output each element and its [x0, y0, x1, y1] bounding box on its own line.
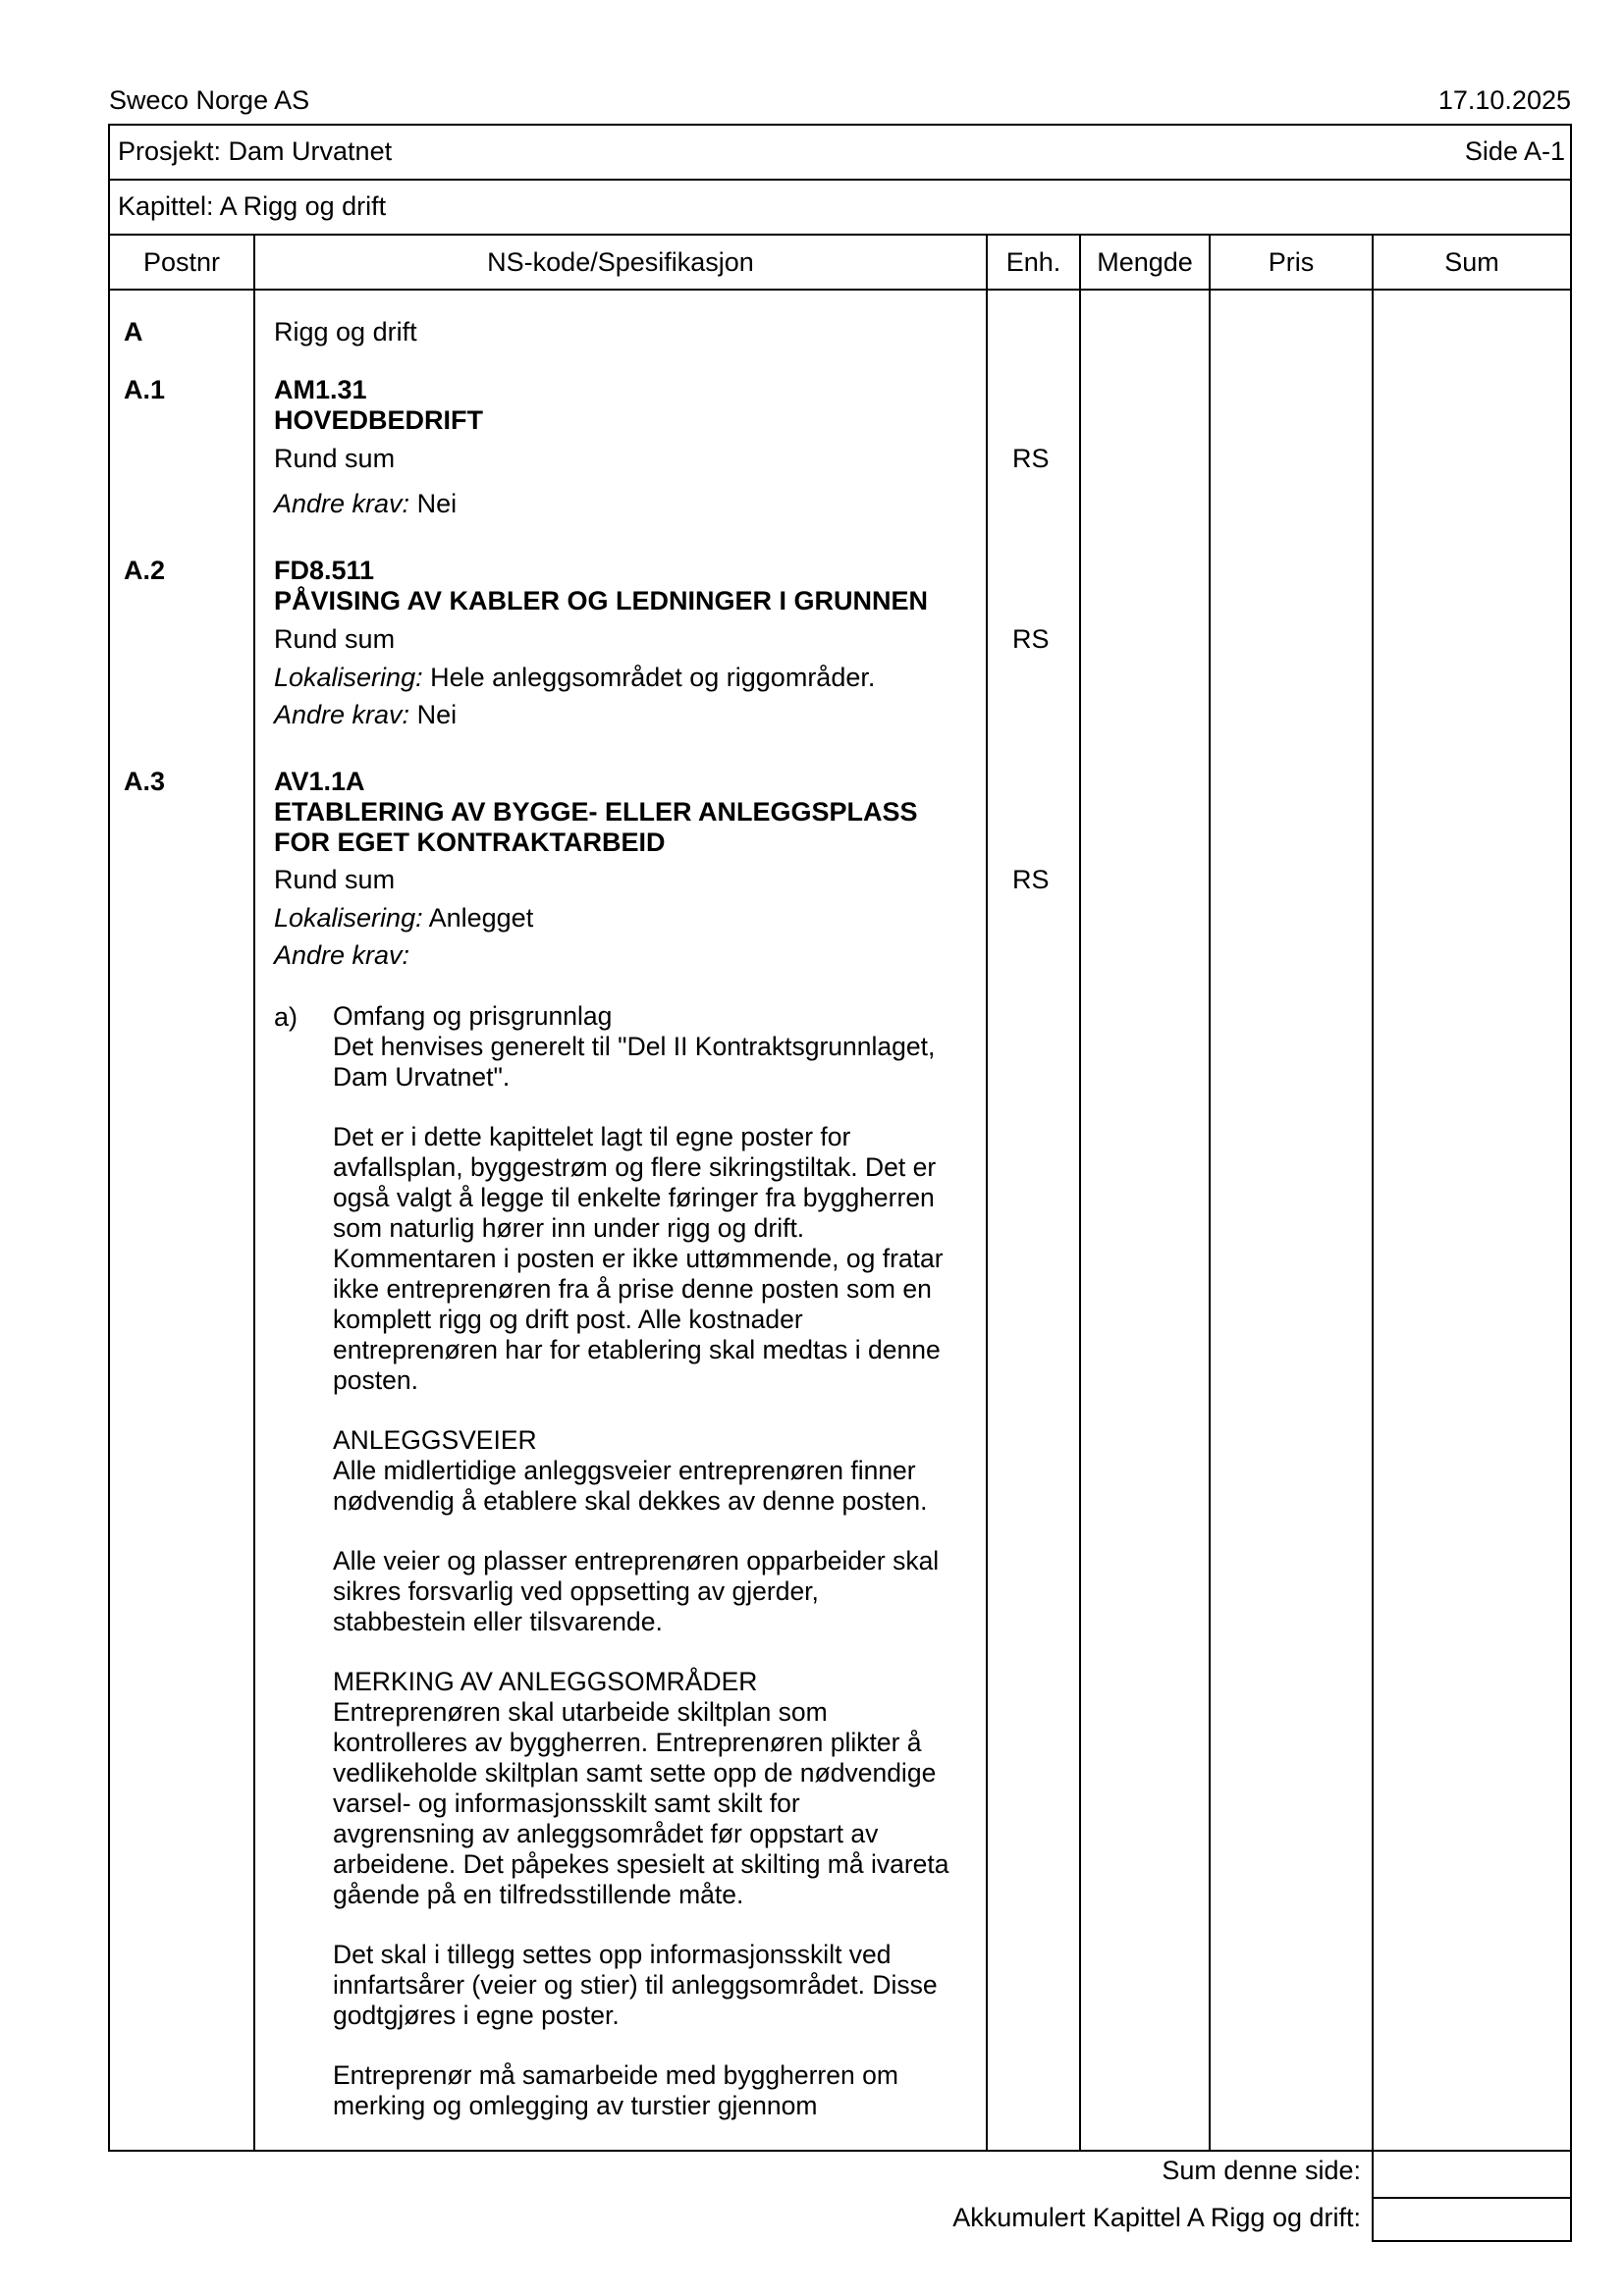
andre-krav-label: Andre krav:: [274, 700, 410, 729]
item-title: HOVEDBEDRIFT: [274, 405, 484, 435]
item-postnr: A.3: [124, 767, 166, 796]
paragraph-line: sikres forsvarlig ved oppsetting av gjerder,: [333, 1576, 819, 1606]
paragraph-line: entreprenøren har for etablering skal medtas i denne: [333, 1335, 941, 1364]
paragraph-line: Omfang og prisgrunnlag: [333, 1001, 613, 1031]
item-quantity-text: Rund sum: [274, 624, 396, 654]
col-header-sum: Sum: [1444, 247, 1499, 277]
lokalisering-line: [274, 663, 875, 693]
paragraph-line: ANLEGGSVEIER: [333, 1425, 537, 1455]
col-header-spec: NS-kode/Spesifikasjon: [487, 247, 754, 277]
paragraph-line: nødvendig å etablere skal dekkes av denne posten.: [333, 1486, 928, 1516]
description-paragraph: [333, 1667, 986, 1910]
chapter-postnr: A: [124, 317, 143, 347]
andre-krav-value: Nei: [409, 700, 458, 729]
andre-krav-label: Andre krav:: [274, 940, 410, 970]
item-quantity-text: Rund sum: [274, 865, 396, 894]
col-header-quantity: Mengde: [1097, 247, 1193, 277]
lokalisering-label: Lokalisering:: [274, 663, 423, 692]
frame-top: [108, 124, 1572, 126]
sum-page-box: [1372, 2150, 1572, 2199]
item-unit: RS: [1012, 865, 1050, 894]
paragraph-line: Alle midlertidige anleggsveier entreprenøren finner: [333, 1456, 916, 1485]
paragraph-line: Kommentaren i posten er ikke uttømmende, og fratar: [333, 1244, 944, 1273]
chapter-row-title: Rigg og drift: [274, 317, 417, 347]
company-name: Sweco Norge AS: [109, 85, 310, 115]
page-number: Side A-1: [1464, 136, 1565, 166]
paragraph-line: ikke entreprenøren fra å prise denne posten som en: [333, 1274, 932, 1304]
andre-krav-value: Nei: [409, 489, 458, 518]
paragraph-line: også valgt å legge til enkelte føringer fra byggherren: [333, 1183, 935, 1212]
lokalisering-line: [274, 903, 533, 934]
paragraph-line: arbeidene. Det påpekes spesielt at skilting må ivareta: [333, 1849, 949, 1879]
paragraph-line: komplett rigg og drift post. Alle kostnader: [333, 1305, 803, 1334]
paragraph-line: avfallsplan, byggestrøm og flere sikringstiltak. Det er: [333, 1152, 937, 1182]
paragraph-line: Entreprenøren skal utarbeide skiltplan som: [333, 1697, 828, 1727]
paragraph-line: MERKING AV ANLEGGSOMRÅDER: [333, 1667, 758, 1696]
description-paragraph: [333, 1425, 986, 1517]
paragraph-line: gående på en tilfredsstillende måte.: [333, 1880, 744, 1909]
item-ns-code: AM1.31: [274, 375, 367, 404]
item-title: PÅVISING AV KABLER OG LEDNINGER I GRUNNEN: [274, 586, 929, 615]
paragraph-line: Alle veier og plasser entreprenøren opparbeider skal: [333, 1546, 940, 1575]
description-paragraph: [333, 1940, 986, 2031]
description-paragraph: [333, 1122, 986, 1396]
col-sep-qty: [1209, 234, 1211, 2152]
frame-left: [108, 124, 110, 2152]
col-sep-price: [1372, 234, 1374, 2152]
description-paragraph: [333, 1001, 986, 1093]
accumulated-label: Akkumulert Kapittel A Rigg og drift:: [952, 2203, 1361, 2232]
andre-krav-line: [274, 489, 457, 519]
lokalisering-value: Anlegget: [422, 903, 534, 933]
list-marker: a): [274, 1002, 298, 1032]
col-sep-unit: [1079, 234, 1081, 2152]
sum-page-label: Sum denne side:: [1162, 2156, 1361, 2185]
item-title-line1: ETABLERING AV BYGGE- ELLER ANLEGGSPLASS: [274, 797, 918, 827]
lokalisering-value: Hele anleggsområdet og riggområder.: [422, 663, 876, 692]
col-sep-spec: [986, 234, 988, 2152]
project-name: Prosjekt: Dam Urvatnet: [118, 136, 393, 166]
paragraph-line: stabbestein eller tilsvarende.: [333, 1607, 663, 1636]
paragraph-line: merking og omlegging av turstier gjennom: [333, 2091, 818, 2120]
col-header-postnr: Postnr: [142, 247, 221, 277]
col-header-unit: Enh.: [1005, 247, 1061, 277]
paragraph-line: vedlikeholde skiltplan samt sette opp de nødvendige: [333, 1758, 937, 1788]
item-postnr: A.2: [124, 556, 166, 585]
paragraph-line: Det skal i tillegg settes opp informasjonsskilt ved: [333, 1940, 892, 1969]
description-paragraph: [333, 1546, 986, 1637]
item-postnr: A.1: [124, 375, 166, 404]
paragraph-line: kontrolleres av byggherren. Entreprenøren plikter å: [333, 1728, 922, 1757]
paragraph-line: godtgjøres i egne poster.: [333, 2001, 620, 2030]
paragraph-line: Entreprenør må samarbeide med byggherren om: [333, 2060, 898, 2090]
andre-krav-line: [274, 700, 457, 730]
description-paragraph: [333, 2060, 986, 2121]
frame-right: [1570, 124, 1572, 2152]
paragraph-line: innfartsårer (veier og stier) til anleggsområdet. Disse: [333, 1970, 938, 2000]
lokalisering-label: Lokalisering:: [274, 903, 423, 933]
item-ns-code: FD8.511: [274, 556, 375, 585]
document-date: 17.10.2025: [1437, 85, 1571, 115]
frame-line-2: [108, 179, 1572, 181]
chapter-title: Kapittel: A Rigg og drift: [118, 191, 387, 221]
col-sep-postnr: [253, 234, 255, 2152]
paragraph-line: Det er i dette kapittelet lagt til egne poster for: [333, 1122, 851, 1151]
item-unit: RS: [1012, 624, 1050, 654]
item-ns-code: AV1.1A: [274, 767, 365, 796]
andre-krav-label: Andre krav:: [274, 489, 410, 518]
item-title-line2: FOR EGET KONTRAKTARBEID: [274, 828, 666, 857]
col-header-price: Pris: [1268, 247, 1315, 277]
paragraph-line: varsel- og informasjonsskilt samt skilt for: [333, 1789, 800, 1818]
item-quantity-text: Rund sum: [274, 444, 396, 473]
item-unit: RS: [1012, 444, 1050, 473]
paragraph-line: Det henvises generelt til "Del II Kontraktsgrunnlaget,: [333, 1032, 936, 1061]
accumulated-box: [1372, 2197, 1572, 2242]
paragraph-line: posten.: [333, 1365, 418, 1395]
paragraph-line: som naturlig hører inn under rigg og drift.: [333, 1213, 805, 1243]
paragraph-line: Dam Urvatnet".: [333, 1062, 511, 1092]
paragraph-line: avgrensning av anleggsområdet før oppstart av: [333, 1819, 879, 1848]
